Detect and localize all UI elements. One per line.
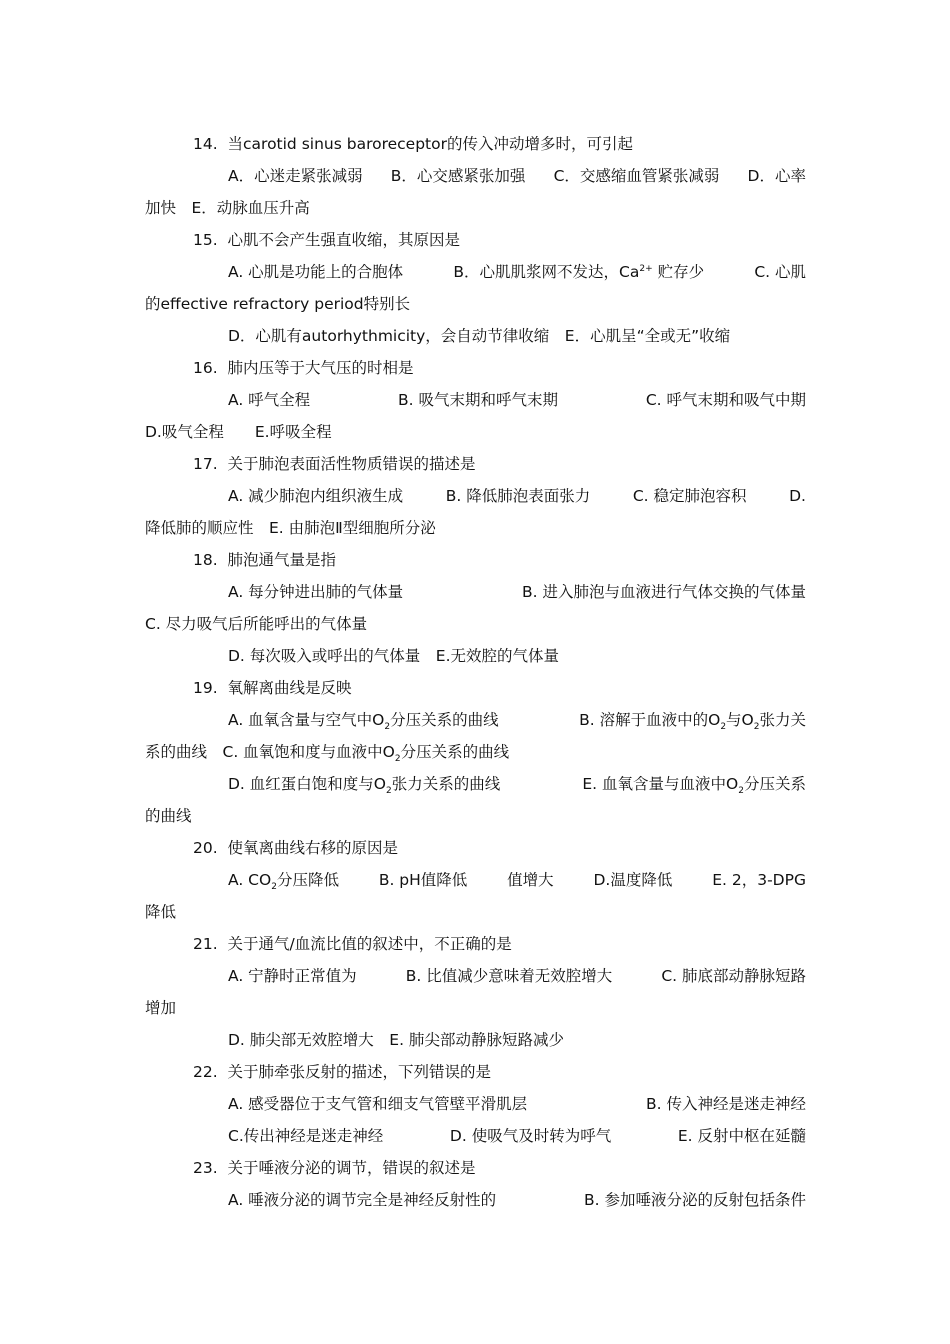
question-21-stem: 21. 关于通气/血流比值的叙述中，不正确的是 <box>193 935 512 953</box>
question-16-stem: 16. 肺内压等于大气压的时相是 <box>193 359 414 377</box>
question-19-stem: 19. 氧解离曲线是反映 <box>193 679 352 697</box>
question-15-options-line2: 的effective refractory period特别长 <box>145 295 411 313</box>
question-21-options-line3: D. 肺尖部无效腔增大 E. 肺尖部动静脉短路减少 <box>228 1031 564 1049</box>
question-15-stem: 15. 心肌不会产生强直收缩，其原因是 <box>193 231 461 249</box>
question-18-stem: 18. 肺泡通气量是指 <box>193 551 337 569</box>
question-21-options-line1: A. 宁静时正常值为 B. 比值减少意味着无效腔增大 C. 肺底部动静脉短路 <box>228 967 806 985</box>
question-18-options-line2: C. 尽力吸气后所能呼出的气体量 <box>145 615 368 633</box>
question-19-options-line4: 的曲线 <box>145 807 192 825</box>
question-15-options-line3: D．心肌有autorhythmicity，会自动节律收缩 E．心肌呈“全或无”收缩 <box>228 327 731 345</box>
question-23-options-line1: A. 唾液分泌的调节完全是神经反射性的 B. 参加唾液分泌的反射包括条件 <box>228 1191 806 1209</box>
question-20-stem: 20. 使氧离曲线右移的原因是 <box>193 839 399 857</box>
question-14-options-line2: 加快 E．动脉血压升高 <box>145 199 310 217</box>
question-19-options-line3: D. 血红蛋白饱和度与$O_2$张力关系的曲线 E. 血氧含量与血液中$O_2$分压关系 <box>228 775 806 797</box>
question-16-options-line1: A. 呼气全程 B. 吸气末期和呼气末期 C. 呼气末期和吸气中期 <box>228 391 806 409</box>
question-20-options-line1: A. $CO_2$分压降低 B. pH值降低 值增大 D.温度降低 E. 2，3-DPG <box>228 871 806 893</box>
question-20-options-line2: 降低 <box>145 903 177 921</box>
question-22-options-line1: A. 感受器位于支气管和细支气管壁平滑肌层 B. 传入神经是迷走神经 <box>228 1095 806 1113</box>
question-18-options-line1: A. 每分钟进出肺的气体量 B. 进入肺泡与血液进行气体交换的气体量 <box>228 583 806 601</box>
question-17-stem: 17. 关于肺泡表面活性物质错误的描述是 <box>193 455 476 473</box>
question-22-stem: 22. 关于肺牵张反射的描述，下列错误的是 <box>193 1063 492 1081</box>
question-15-options-line1: A. 心肌是功能上的合胞体 B．心肌肌浆网不发达，$Ca^{2+}$ 贮存少 C. 心肌 <box>228 263 806 281</box>
question-17-options-line1: A. 减少肺泡内组织液生成 B. 降低肺泡表面张力 C. 稳定肺泡容积 D. <box>228 487 806 505</box>
question-21-options-line2: 增加 <box>145 999 177 1017</box>
question-19-options-line2: 系的曲线 C. 血氧饱和度与血液中$O_2$分压关系的曲线 <box>145 743 510 765</box>
question-14-options-line1: A．心迷走紧张减弱 B．心交感紧张加强 C．交感缩血管紧张减弱 D．心率 <box>228 167 806 185</box>
question-22-options-line2: C.传出神经是迷走神经 D. 使吸气及时转为呼气 E. 反射中枢在延髓 <box>228 1127 806 1145</box>
question-23-stem: 23. 关于唾液分泌的调节，错误的叙述是 <box>193 1159 476 1177</box>
question-14-stem: 14. 当carotid sinus baroreceptor的传入冲动增多时，可引起 <box>193 135 633 153</box>
question-19-options-line1: A. 血氧含量与空气中$O_2$分压关系的曲线 B. 溶解于血液中的$O_2$与$O_2$张力关 <box>228 711 806 733</box>
question-17-options-line2: 降低肺的顺应性 E. 由肺泡Ⅱ型细胞所分泌 <box>145 519 436 537</box>
question-16-options-line2: D.吸气全程 E.呼吸全程 <box>145 423 332 441</box>
question-18-options-line3: D. 每次吸入或呼出的气体量 E.无效腔的气体量 <box>228 647 560 665</box>
